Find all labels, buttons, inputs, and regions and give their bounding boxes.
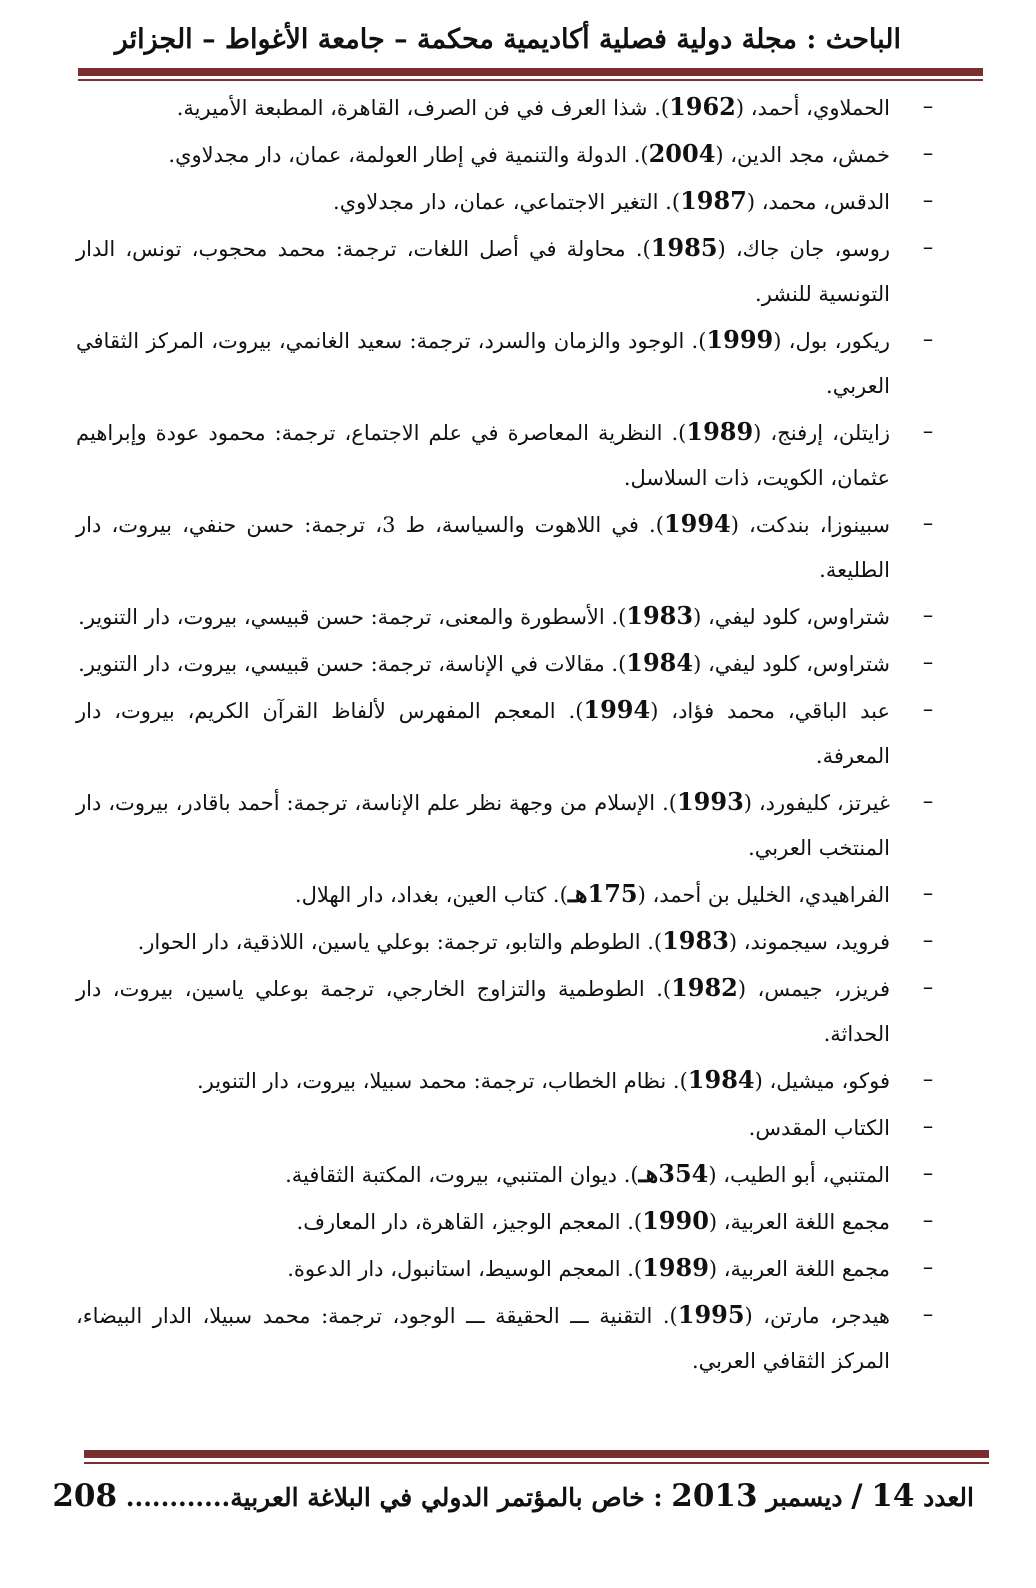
reference-year: 1990 — [642, 1206, 709, 1235]
reference-title-text: ). المعجم الوسيط، استانبول، دار الدعوة. — [287, 1257, 643, 1281]
reference-item — [76, 593, 938, 640]
reference-item — [76, 1057, 938, 1104]
reference-year: 1995 — [677, 1300, 745, 1329]
reference-title-text: ). الطوطمية والتزاوج الخارجي، ترجمة بوعلي ياسين، بيروت، دار الحداثة. — [76, 977, 890, 1046]
reference-item — [76, 1151, 938, 1198]
issue-month: ديسمبر — [766, 1483, 843, 1512]
reference-title-text: ). الطوطم والتابو، ترجمة: بوعلي ياسين، اللاذقية، دار الحوار. — [137, 930, 663, 954]
header-rule — [78, 68, 983, 76]
reference-title-text: ). المعجم الوجيز، القاهرة، دار المعارف. — [296, 1210, 643, 1234]
list-dash: – — [922, 650, 934, 674]
header-rule-thin — [78, 79, 983, 81]
reference-title-text: ). نظام الخطاب، ترجمة: محمد سبيلا، بيروت، دار التنوير. — [197, 1069, 688, 1093]
reference-year: 1962 — [669, 92, 736, 121]
reference-title-text: ). مقالات في الإناسة، ترجمة: حسن قبيسي، بيروت، دار التنوير. — [78, 652, 627, 676]
reference-author-text: مجمع اللغة العربية، ( — [708, 1257, 890, 1281]
reference-author-text: ريكور، بول، ( — [773, 329, 891, 353]
list-dash: – — [922, 789, 934, 813]
reference-title-text: ). الأسطورة والمعنى، ترجمة: حسن قبيسي، بيروت، دار التنوير. — [78, 605, 627, 629]
reference-title-text: ). محاولة في أصل اللغات، ترجمة: محمد محجوب، تونس، الدار التونسية للنشر. — [76, 237, 890, 306]
reference-title-text: ). التغير الاجتماعي، عمان، دار مجدلاوي. — [333, 190, 681, 214]
reference-title-text: ). الإسلام من وجهة نظر علم الإناسة، ترجمة: أحمد باقادر، بيروت، دار المنتخب العربي. — [76, 791, 890, 860]
reference-item — [76, 1292, 938, 1384]
reference-year: 1993 — [676, 787, 744, 816]
list-dash: – — [922, 928, 934, 952]
reference-item — [76, 131, 938, 178]
reference-year: 1985 — [650, 233, 718, 262]
reference-year: 1987 — [680, 186, 747, 215]
reference-author-text: عبد الباقي، محمد فؤاد، ( — [650, 699, 890, 723]
reference-year: 1984 — [626, 648, 694, 677]
reference-item — [76, 84, 938, 131]
page-footer — [52, 1474, 974, 1518]
reference-item — [76, 409, 938, 501]
reference-year: 1983 — [626, 601, 694, 630]
reference-year: 1994 — [583, 695, 651, 724]
reference-item — [76, 871, 938, 918]
reference-author-text: الدقس، محمد، ( — [746, 190, 890, 214]
reference-item — [76, 178, 938, 225]
reference-item — [76, 1104, 938, 1151]
list-dash: – — [922, 881, 934, 905]
reference-year: 1994 — [663, 509, 731, 538]
reference-title-text: ). الوجود والزمان والسرد، ترجمة: سعيد الغانمي، بيروت، المركز الثقافي العربي. — [76, 329, 890, 398]
list-dash: – — [922, 975, 934, 999]
reference-author-text: فرويد، سيجموند، ( — [728, 930, 890, 954]
reference-title-text: ). في اللاهوت والسياسة، ط 3، ترجمة: حسن حنفي، بيروت، دار الطليعة. — [76, 513, 890, 582]
reference-author-text: سبينوزا، بندكت، ( — [730, 513, 891, 537]
issue-year: 2013 — [671, 1478, 758, 1514]
reference-author-text: فوكو، ميشيل، ( — [754, 1069, 890, 1093]
reference-title-text: ). الدولة والتنمية في إطار العولمة، عمان، دار مجدلاوي. — [168, 143, 649, 167]
list-dash: – — [922, 603, 934, 627]
footer-rule-thin — [84, 1462, 989, 1464]
issue-number: 14 — [871, 1478, 915, 1514]
reference-author-text: مجمع اللغة العربية، ( — [708, 1210, 890, 1234]
list-dash: – — [922, 1114, 934, 1138]
list-dash: – — [922, 327, 934, 351]
list-dash: – — [922, 188, 934, 212]
list-dash: – — [922, 1208, 934, 1232]
reference-year: 1999 — [706, 325, 774, 354]
reference-author-text: المتنبي، أبو الطيب، ( — [708, 1163, 890, 1187]
reference-author-text: الحملاوي، أحمد، ( — [735, 96, 890, 120]
reference-item — [76, 317, 938, 409]
reference-item — [76, 640, 938, 687]
reference-title-text: ). النظرية المعاصرة في علم الاجتماع، ترجمة: محمود عودة وإبراهيم عثمان، الكويت، ذات السلاسل. — [76, 421, 890, 490]
list-dash: – — [922, 141, 934, 165]
reference-year: 354هـ — [638, 1159, 709, 1188]
reference-author-text: خمش، مجد الدين، ( — [715, 143, 890, 167]
reference-author-text: زايتلن، إرفنج، ( — [753, 421, 890, 445]
list-dash: – — [922, 1255, 934, 1279]
reference-author-text: غيرتز، كليفورد، ( — [743, 791, 891, 815]
reference-title-text: ). كتاب العين، بغداد، دار الهلال. — [294, 883, 568, 907]
reference-item — [76, 965, 938, 1057]
list-dash: – — [922, 235, 934, 259]
reference-author-text: الكتاب المقدس. — [748, 1116, 890, 1140]
reference-year: 2004 — [648, 139, 716, 168]
reference-item — [76, 501, 938, 593]
reference-item — [76, 779, 938, 871]
reference-author-text: فريزر، جيمس، ( — [737, 977, 891, 1001]
issue-label: العدد — [923, 1483, 974, 1512]
reference-title-text: ). شذا العرف في فن الصرف، القاهرة، المطبعة الأميرية. — [176, 96, 670, 120]
reference-author-text: هيدجر، مارتن، ( — [744, 1304, 890, 1328]
reference-year: 175هـ — [567, 879, 638, 908]
reference-item — [76, 1245, 938, 1292]
reference-item — [76, 687, 938, 779]
reference-title-text: ). المعجم المفهرس لألفاظ القرآن الكريم، بيروت، دار المعرفة. — [76, 699, 890, 768]
reference-year: 1984 — [687, 1065, 755, 1094]
page-number: 208 — [52, 1478, 118, 1514]
list-dash: – — [922, 1302, 934, 1326]
footer-rule — [84, 1450, 989, 1458]
reference-year: 1989 — [686, 417, 754, 446]
list-dash: – — [922, 94, 934, 118]
reference-author-text: روسو، جان جاك، ( — [717, 237, 890, 261]
issue-special-note: : خاص بالمؤتمر الدولي في البلاغة العربية............ — [125, 1483, 663, 1512]
journal-header: الباحث : مجلة دولية فصلية أكاديمية محكمة – جامعة الأغواط – الجزائر — [114, 24, 901, 55]
reference-year: 1982 — [671, 973, 738, 1002]
reference-item — [76, 1198, 938, 1245]
reference-item — [76, 918, 938, 965]
list-dash: – — [922, 1067, 934, 1091]
issue-separator: / — [851, 1478, 863, 1514]
reference-author-text: شتراوس، كلود ليفي، ( — [693, 605, 890, 629]
reference-year: 1989 — [642, 1253, 709, 1282]
reference-year: 1983 — [662, 926, 729, 955]
list-dash: – — [922, 511, 934, 535]
reference-author-text: الفراهيدي، الخليل بن أحمد، ( — [637, 883, 890, 907]
reference-item — [76, 225, 938, 317]
list-dash: – — [922, 419, 934, 443]
reference-title-text: ). التقنية ـــ الحقيقة ـــ الوجود، ترجمة: محمد سبيلا، الدار البيضاء، المركز الثقافي العربي. — [76, 1304, 890, 1373]
reference-author-text: شتراوس، كلود ليفي، ( — [693, 652, 890, 676]
reference-title-text: ). ديوان المتنبي، بيروت، المكتبة الثقافية. — [285, 1163, 639, 1187]
reference-list — [76, 84, 938, 1384]
list-dash: – — [922, 1161, 934, 1185]
list-dash: – — [922, 697, 934, 721]
